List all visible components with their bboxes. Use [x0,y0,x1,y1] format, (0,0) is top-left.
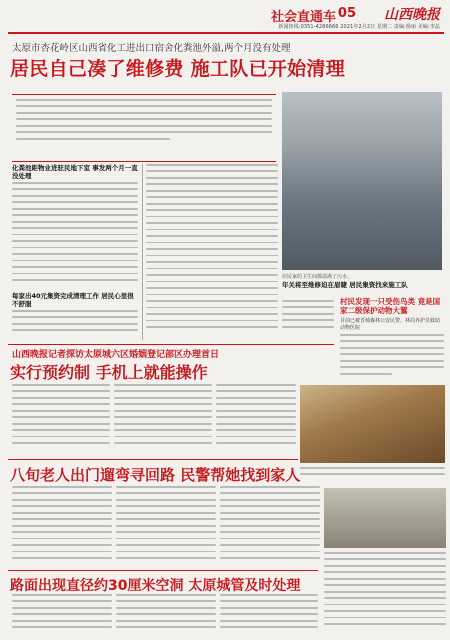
story1-col3-text [282,300,334,340]
story4-col2-text [116,594,216,638]
column-divider [142,164,143,340]
story2-col1-text [12,384,110,454]
sidebar-text [340,334,444,380]
sewage-photo [282,92,442,270]
masthead [8,4,444,34]
story2-kicker: 山西晚报记者探访太原城六区婚姻登记部区办理首日 [12,350,220,360]
story2-col2-text [114,384,212,454]
section-name: 社会直通车 [270,10,336,25]
elderly-photo [324,488,446,548]
story4-col3-text [220,594,318,638]
sidebar-headline: 村民发现一只受伤鸟类 竟是国家二级保护动物大鵟 [340,297,441,315]
story1-headline: 居民自己凑了维修费 施工队已开始清理 [10,58,346,80]
story3-col3-text [220,486,320,568]
story1-col1b-text [12,310,138,340]
story3-col1-text [12,486,112,568]
masthead-info: 新闻热线:0351-4286666 2021年2月2日 星期二 责编:杨丽 美编:李晶 [278,24,440,30]
story1-subhead-b: 每家出40元集资完成清理工作 居民心里很不舒服 [12,292,134,308]
divider [8,570,318,571]
story1-col2-text [146,164,278,340]
buzzard-photo [300,385,445,463]
story3-headline: 八旬老人出门遛弯寻回路 民警帮她找到家人 [10,466,301,484]
sidebar-subtitle: 目前已被晋城森林公安民警、林局养护员救助动物医院 [340,318,441,331]
divider [8,459,298,460]
sidebar-continued-text [300,467,445,483]
newspaper-logo: 山西晚报 [384,7,440,23]
story2-headline: 实行预约制 手机上就能操作 [10,363,208,382]
story4-headline: 路面出现直径约30厘米空洞 太原城管及时处理 [10,578,301,594]
page-number: 05 [337,6,356,21]
sidebar-right-text [324,552,446,636]
story4-col1-text [12,594,112,638]
story1-kicker: 太原市杏花岭区山西省化工进出口宿舍化粪池外溢,两个月没有处理 [12,43,291,54]
story2-col3-text [216,384,296,454]
story1-col1-text [12,182,138,288]
photo-caption: 居民家的卫生间都溢满了污水。 [282,274,353,280]
divider [8,344,334,345]
story1-lead-text [16,99,272,157]
story1-subhead-c: 年关将至维修迫在眉睫 居民集资找来施工队 [282,281,408,289]
story3-col2-text [116,486,216,568]
story1-subhead-a: 化粪池距物业进驻民地下室 事发两个月一直没处理 [12,164,138,180]
